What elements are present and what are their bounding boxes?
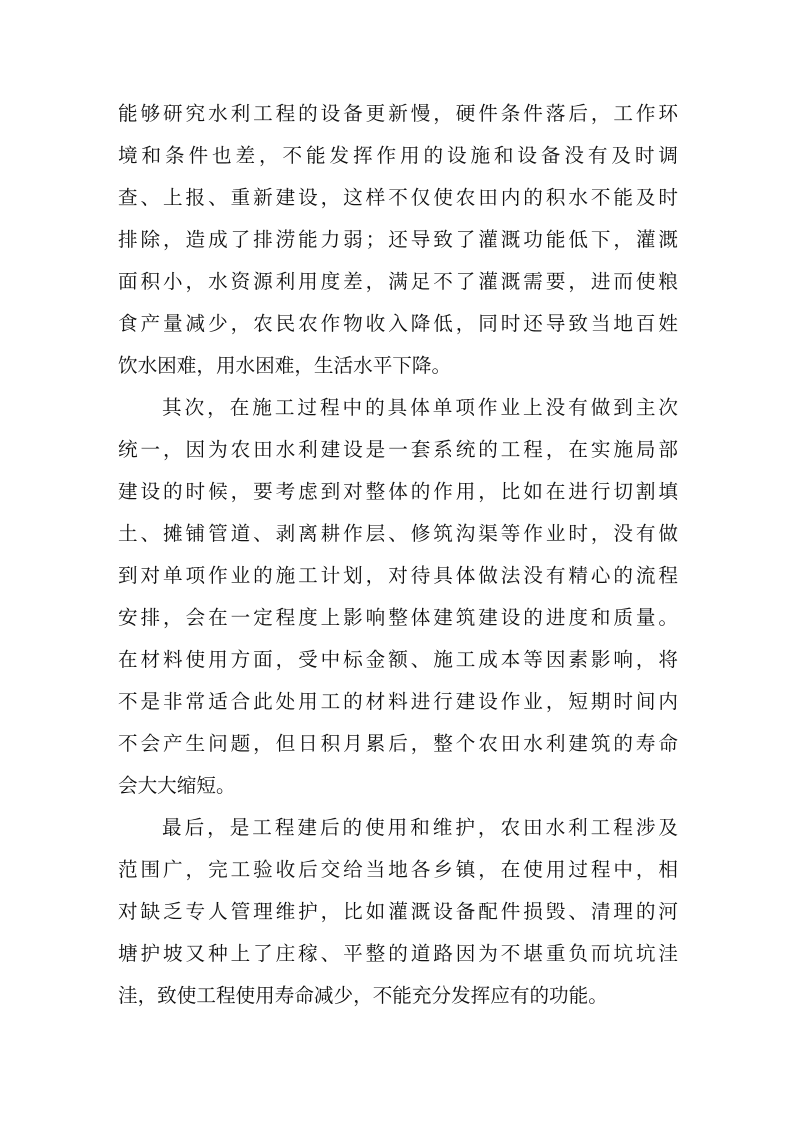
text-line: 塘护坡又种上了庄稼、平整的道路因为不堪重负而坑坑洼 [118,942,678,965]
paragraph-first-line: 最后，是工程建后的使用和维护，农田水利工程涉及 [162,816,678,839]
text-line: 会大大缩短。 [118,774,236,797]
paragraph-first-line: 其次，在施工过程中的具体单项作业上没有做到主次 [162,396,678,419]
text-line: 面积小，水资源利用度差，满足不了灌溉需要，进而使粮 [118,270,678,293]
text-line: 不是非常适合此处用工的材料进行建设作业，短期时间内 [118,690,678,713]
text-line: 范围广，完工验收后交给当地各乡镇，在使用过程中，相 [118,858,678,881]
text-line: 查、上报、重新建设，这样不仅使农田内的积水不能及时 [118,186,678,209]
text-line: 对缺乏专人管理维护，比如灌溉设备配件损毁、清理的河 [118,900,678,923]
text-line: 到对单项作业的施工计划，对待具体做法没有精心的流程 [118,564,678,587]
text-line: 在材料使用方面，受中标金额、施工成本等因素影响，将 [118,648,678,671]
text-line: 排除，造成了排涝能力弱；还导致了灌溉功能低下，灌溉 [118,228,678,251]
text-line: 食产量减少，农民农作物收入降低，同时还导致当地百姓 [118,312,678,335]
text-line: 饮水困难，用水困难，生活水平下降。 [118,354,452,377]
text-line: 建设的时候，要考虑到对整体的作用，比如在进行切割填 [118,480,678,503]
text-line: 统一，因为农田水利建设是一套系统的工程，在实施局部 [118,438,678,461]
text-line: 安排，会在一定程度上影响整体建筑建设的进度和质量。 [118,606,678,629]
text-line: 土、摊铺管道、剥离耕作层、修筑沟渠等作业时，没有做 [118,522,678,545]
text-line: 洼，致使工程使用寿命减少，不能充分发挥应有的功能。 [118,984,608,1007]
text-line: 不会产生问题，但日积月累后，整个农田水利建筑的寿命 [118,732,678,755]
text-line: 境和条件也差，不能发挥作用的设施和设备没有及时调 [118,144,678,167]
text-line: 能够研究水利工程的设备更新慢，硬件条件落后，工作环 [118,102,678,125]
